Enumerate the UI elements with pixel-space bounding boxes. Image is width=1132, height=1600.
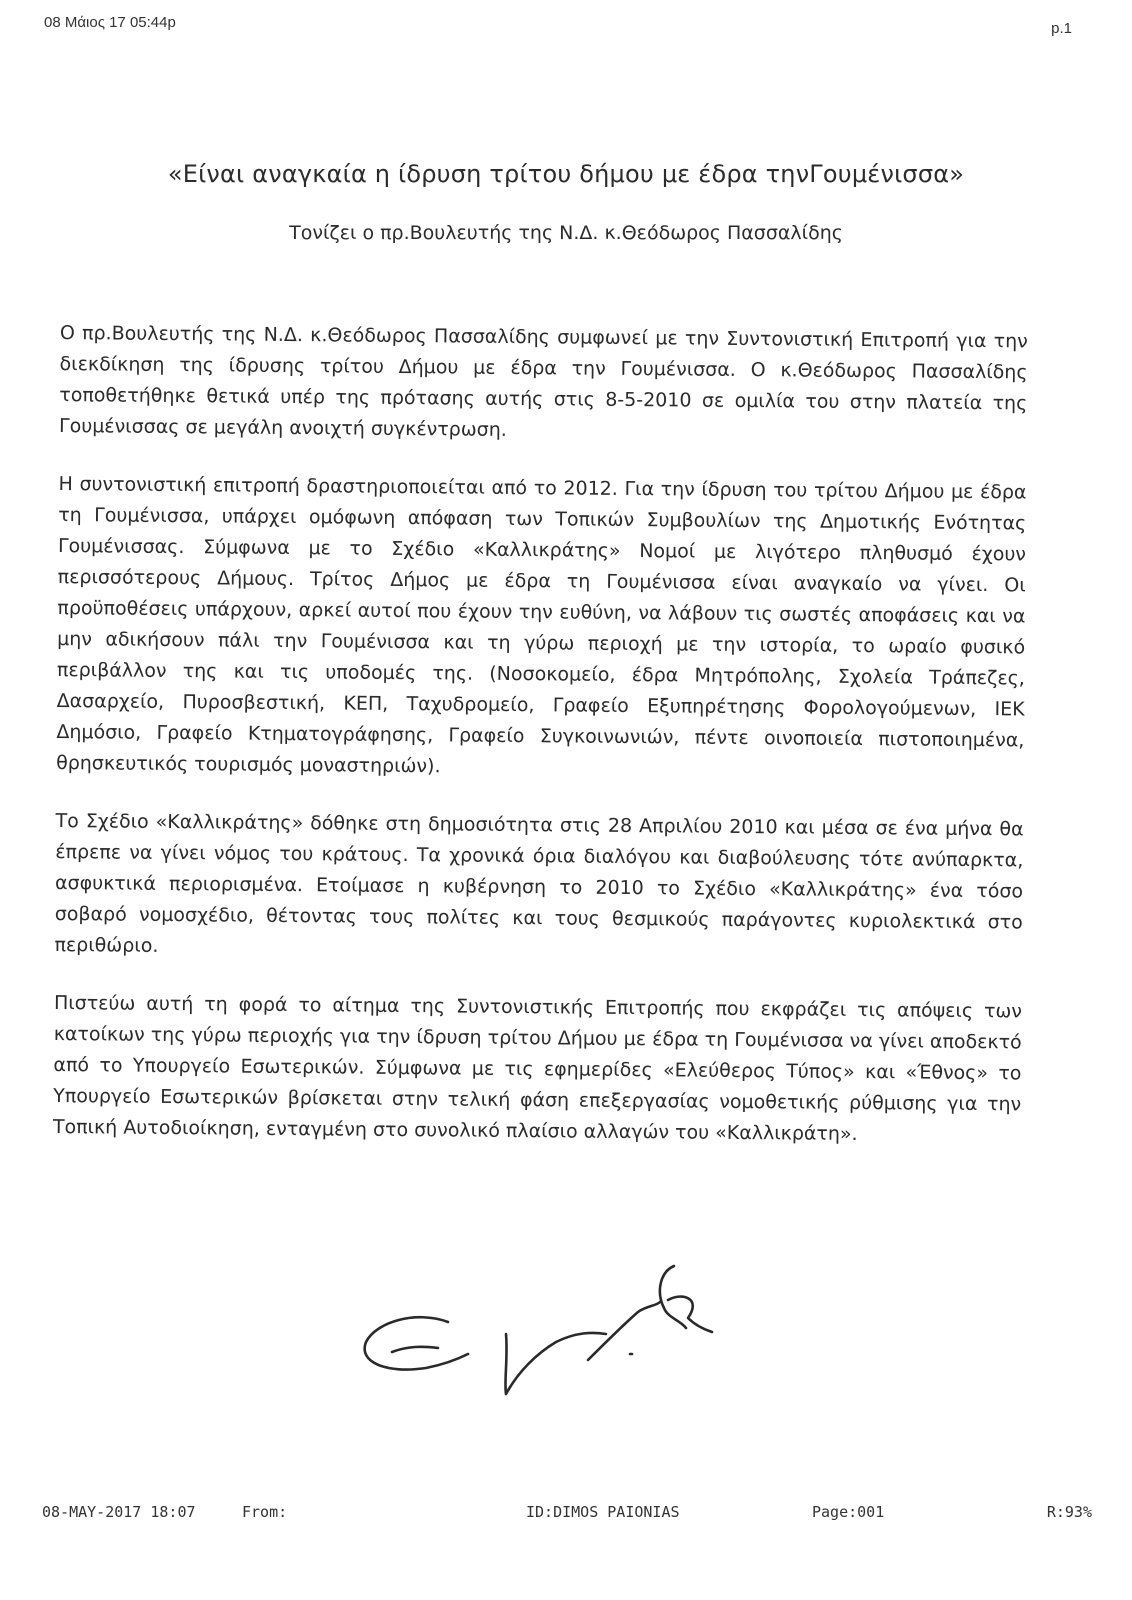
paragraph-4: Πιστεύω αυτή τη φορά το αίτημα της Συντονιστικής Επιτροπής που εκφράζει τις απόψεις των κατοίκων της γύρω περιοχής για την ίδρυση τρίτου Δήμου με έδρα τη Γουμένισσα να γίνει αποδεκτό από το Υπουργείο Εσωτερικών. Σύμφωνα με τις εφημερίδες «Ελεύθερος Τύπος» και «Έθνος» το Υπουργείο Εσωτερικών βρίσκεται στην τελική φάση επεξεργασίας νομοθετικής ρύθμισης για την Τοπική Αυτοδιοίκηση, ενταγμένη στο συνολικό πλαίσιο αλλαγών του «Καλλικράτη». — [52, 991, 1023, 1145]
fax-footer — [42, 1503, 1092, 1527]
fax-header-page: p.1 — [1051, 20, 1072, 37]
document-subtitle: Τονίζει ο πρ.Βουλευτής της Ν.Δ. κ.Θεόδωρος Πασσαλίδης — [289, 222, 843, 244]
paragraph-3: Το Σχέδιο «Καλλικράτης» δόθηκε στη δημοσιότητα στις 28 Απριλίου 2010 και μέσα σε ένα μήνα θα έπρεπε να γίνει νόμος του κράτους. Τα χρονικά όρια διαλόγου και διαβούλευσης τότε ανύπαρκτα, ασφυκτικά περιορισμένα. Ετοίμασε η κυβέρνηση το 2010 το Σχέδιο «Καλλικράτης» ένα τόσο σοβαρό νομοσχέδιο, θέτοντας τους πολίτες και τους θεσμικούς παράγοντες κυριολεκτικά στο περιθώριο. — [54, 809, 1024, 957]
fax-footer-from: From: — [242, 1503, 288, 1521]
signature-stroke-wave — [505, 1333, 606, 1394]
paragraph-2: Η συντονιστική επιτροπή δραστηριοποιείται από το 2012. Για την ίδρυση του τρίτου Δήμου με έδρα τη Γουμένισσα, υπάρχει ομόφωνη απόφαση των Τοπικών Συμβουλίων της Δημοτικής Ενότητας Γουμένισσας. Σύμφωνα με το Σχέδιο «Καλλικράτης» Νομοί με λιγότερο πληθυσμό έχουν περισσότερους Δήμους. Τρίτος Δήμος με έδρα τη Γουμένισσα είναι αναγκαίο να γίνει. Οι προϋποθέσεις υπάρχουν, αρκεί αυτοί που έχουν την ευθύνη, να λάβουν τις σωστές αποφάσεις και να μην αδικήσουν πάλι την Γουμένισσα και τη γύρω περιοχή με την ιστορία, το ωραίο φυσικό περιβάλλον της και τις υποδομές της. (Νοσοκομείο, έδρα Μητρόπολης, Σχολεία Τράπεζες, Δασαρχείο, Πυροσβεστική, ΚΕΠ, Ταχυδρομείο, Γραφείο Εξυπηρέτησης Φορολογούμενων, ΙΕΚ Δημόσιο, Γραφείο Κτηματογράφησης, Γραφείο Συγκοινωνιών, πέντε οινοποιεία πιστοποιημένα, θρησκευτικός τουρισμός μοναστηριών). — [56, 472, 1027, 778]
paragraph-1: Ο πρ.Βουλευτής της Ν.Δ. κ.Θεόδωρος Πασσαλίδης συμφωνεί με την Συντονιστική Επιτροπή για την διεκδίκηση της ίδρυσης τρίτου Δήμου με έδρα την Γουμένισσα. Ο κ.Θεόδωρος Πασσαλίδης τοποθετήθηκε θετικά υπέρ της πρότασης αυτής στις 8-5-2010 σε ομιλία του στην πλατεία της Γουμένισσας σε μεγάλη ανοιχτή συγκέντρωση. — [58, 321, 1028, 441]
fax-header-timestamp: 08 Μάιος 17 05:44p — [44, 14, 176, 31]
signature — [356, 1262, 716, 1422]
document-title: «Είναι αναγκαία η ίδρυση τρίτου δήμου με έδρα τηνΓουμένισσα» — [167, 160, 965, 188]
signature-stroke-k — [668, 1297, 712, 1332]
signature-stroke-tail — [588, 1302, 660, 1360]
fax-footer-date: 08-MAY-2017 18:07 — [42, 1503, 196, 1521]
signature-stroke-inner — [392, 1347, 438, 1352]
document-body — [53, 318, 1028, 1178]
fax-footer-resolution: R:93% — [1046, 1503, 1092, 1521]
signature-stroke-loop — [365, 1317, 468, 1369]
fax-footer-page: Page:001 — [812, 1503, 885, 1521]
fax-footer-id: ID:DIMOS PAIONIAS — [526, 1503, 680, 1521]
